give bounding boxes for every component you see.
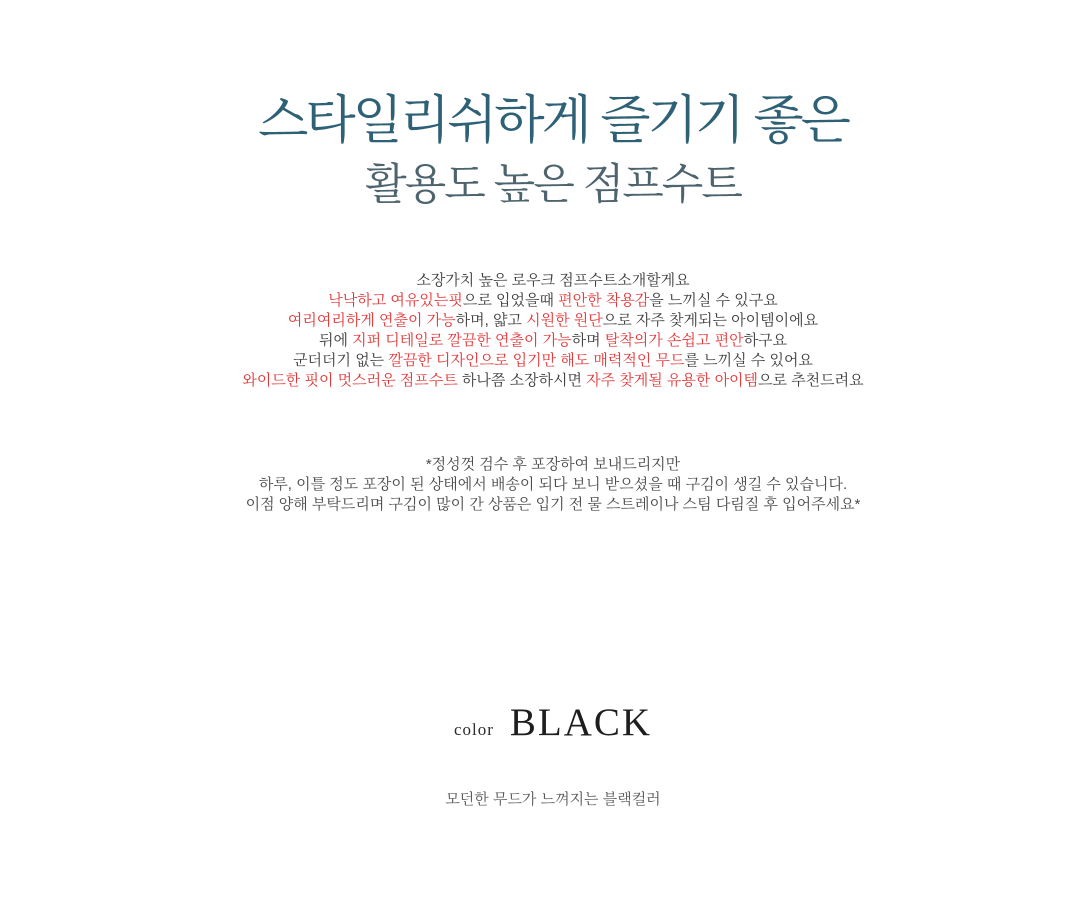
product-headline: 스타일리쉬하게 즐기기 좋은 [258, 92, 848, 150]
intro-line [13, 351, 1080, 371]
highlighted-text: 자주 찾게될 유용한 아이템 [586, 372, 759, 389]
plain-text: 소장가치 높은 로우크 점프수트소개할게요 [416, 272, 690, 289]
plain-text: 하며 [571, 332, 605, 349]
plain-text: 하며, 얇고 [455, 312, 527, 329]
intro-paragraph [13, 271, 1080, 391]
plain-text: 을 느끼실 수 있구요 [649, 292, 778, 309]
notice-line: *정성껏 검수 후 포장하여 보내드리지만 [425, 456, 681, 473]
highlighted-text: 지퍼 디테일로 깔끔한 연출이 가능 [352, 332, 572, 349]
notice-line: 하루, 이틀 정도 포장이 된 상태에서 배송이 되다 보니 받으셨을 때 구김이 생길 수 있습니다. [258, 476, 848, 493]
plain-text: 하구요 [743, 332, 788, 349]
highlighted-text: 낙낙하고 여유있는핏 [328, 292, 463, 309]
highlighted-text: 탈착의가 손쉽고 편안 [604, 332, 744, 349]
plain-text: 군더더기 없는 [293, 352, 389, 369]
highlighted-text: 여리여리하게 연출이 가능 [287, 312, 456, 329]
highlighted-text: 시원한 원단 [526, 312, 603, 329]
plain-text: 으로 자주 찾게되는 아이템이에요 [602, 312, 819, 329]
highlighted-text: 와이드한 핏이 멋스러운 점프수트 [242, 372, 458, 389]
intro-line [13, 331, 1080, 351]
highlighted-text: 편안한 착용감 [558, 292, 650, 309]
plain-text: 뒤에 [318, 332, 353, 349]
intro-line [13, 371, 1080, 391]
color-value: BLACK [509, 701, 653, 744]
content-wrapper [13, 0, 1080, 924]
notice-line: 이점 양해 부탁드리며 구김이 많이 간 상품은 입기 전 물 스트레이나 스팀 다림질 후 입어주세요* [245, 496, 861, 513]
highlighted-text: 깔끔한 디자인으로 입기만 해도 매력적인 무드 [388, 352, 685, 369]
intro-line [13, 291, 1080, 311]
intro-line [13, 271, 1080, 291]
color-label: color [453, 720, 494, 739]
color-section [13, 700, 1080, 745]
plain-text: 를 느끼실 수 있어요 [684, 352, 813, 369]
product-subheadline: 활용도 높은 점프수트 [365, 161, 741, 209]
plain-text: 하나쯤 소장하시면 [457, 372, 587, 389]
plain-text: 으로 입었을때 [462, 292, 559, 309]
color-caption: 모던한 무드가 느껴지는 블랙컬러 [445, 791, 661, 808]
plain-text: 으로 추천드려요 [758, 372, 864, 389]
intro-line [13, 311, 1080, 331]
notice-paragraph [13, 455, 1080, 515]
